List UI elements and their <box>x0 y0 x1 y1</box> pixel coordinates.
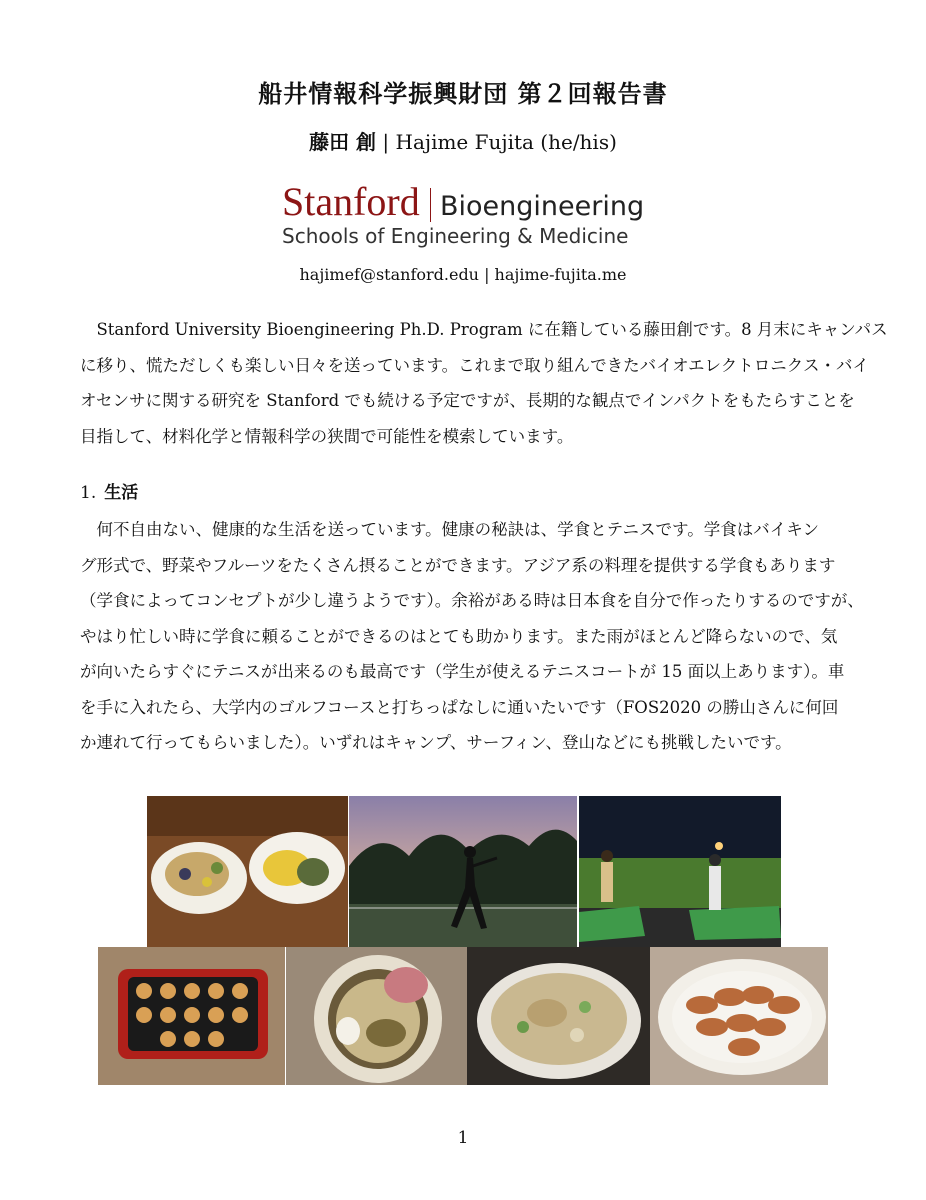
section-title: 生活 <box>104 483 139 503</box>
intro-paragraph <box>80 312 888 454</box>
section-number: 1. <box>80 483 97 503</box>
intro-line: 目指して、材料化学と情報科学の狭間で可能性を模索しています。 <box>80 426 574 446</box>
photo-tennis-court <box>349 796 577 947</box>
report-title: 船井情報科学振興財団 第２回報告書 <box>258 79 668 108</box>
photo-hotpot <box>467 947 650 1085</box>
contact-line: hajimef@stanford.edu | hajime-fujita.me <box>299 265 627 284</box>
logo-stanford-wordmark: Stanford <box>282 179 420 224</box>
life-line: （学食によってコンセプトが少し違うようです）。余裕がある時は日本食を自分で作ったりするのですが、 <box>80 591 864 610</box>
logo-schools: Schools of Engineering & Medicine <box>282 224 629 248</box>
logo-divider <box>430 188 431 222</box>
photo-driving-range <box>579 796 781 947</box>
photo-gyoza <box>650 947 828 1085</box>
photo-ramen-bowl <box>286 947 467 1085</box>
intro-line: に移り、慌ただしくも楽しい日々を送っています。これまで取り組んできたバイオエレクトロニクス・バイ <box>80 355 870 375</box>
life-line: か連れて行ってもらいました）。いずれはキャンプ、サーフィン、登山などにも挑戦したいです。 <box>80 733 792 752</box>
stanford-bioengineering-logo <box>282 178 652 248</box>
life-paragraph <box>80 512 864 761</box>
author-line <box>0 126 926 155</box>
life-line: やはり忙しい時に学食に頼ることができるのはとても助かります。また雨がほとんど降らないので、気 <box>80 626 838 646</box>
section-heading <box>80 478 138 503</box>
life-line: を手に入れたら、大学内のゴルフコースと打ちっぱなしに通いたいです（FOS2020 の勝山さんに何回 <box>80 697 839 717</box>
photo-cafeteria-plates <box>147 796 348 947</box>
intro-line: Stanford University Bioengineering Ph.D. Program に在籍している藤田創です。8 月末にキャンパス <box>80 320 888 339</box>
life-line: グ形式で、野菜やフルーツをたくさん摂ることができます。アジア系の料理を提供する学食もあります <box>80 555 836 575</box>
intro-line: オセンサに関する研究を Stanford でも続ける予定ですが、長期的な観点でインパクトをもたらすことを <box>80 391 855 410</box>
logo-department: Bioengineering <box>440 191 645 222</box>
life-line: が向いたらすぐにテニスが出来るのも最高です（学生が使えるテニスコートが 15 面以上あります）。車 <box>80 662 845 681</box>
author-name-ja: 藤田 創 <box>309 130 377 154</box>
photo-takoyaki <box>98 947 285 1085</box>
life-line: 何不自由ない、健康的な生活を送っています。健康の秘訣は、学食とテニスです。学食はバイキン <box>80 520 820 539</box>
page-number: 1 <box>457 1128 469 1148</box>
author-name-en: | Hajime Fujita (he/his) <box>376 130 617 154</box>
